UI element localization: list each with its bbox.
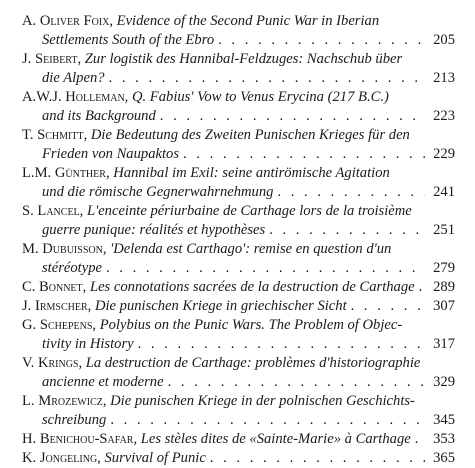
entry-line	[22, 316, 425, 335]
toc-entry	[22, 278, 455, 297]
entry-page-number: 213	[433, 70, 455, 86]
entry-title: Hannibal im Exil: seine antirömische Agitation	[113, 165, 390, 181]
entry-page-number: 205	[433, 32, 455, 48]
entry-author: A. Oliver Foix	[22, 13, 110, 29]
entry-title: Die punischen Kriege in der polnischen Geschichts-	[110, 393, 415, 409]
entry-line-text: J. Irmscher, Die punischen Kriege in griechischer Sicht	[22, 298, 347, 314]
entry-page-number: 353	[433, 431, 455, 447]
entry-line-text: K. Jongeling, Survival of Punic	[22, 450, 206, 466]
entry-title: Die punischen Kriege in griechischer Sicht	[94, 298, 347, 314]
entry-title: Evidence of the Second Punic War in Iberian	[116, 13, 380, 29]
toc-entry	[22, 297, 455, 316]
entry-author: J. Seibert	[22, 51, 78, 67]
entry-line	[22, 278, 425, 297]
entry-page-number: 223	[433, 108, 455, 124]
toc-entry	[22, 316, 455, 354]
dot-leader	[164, 373, 425, 392]
entry-page-number: 289	[433, 279, 455, 295]
entry-text	[22, 392, 425, 430]
entry-line	[22, 335, 425, 354]
toc-entry	[22, 430, 455, 449]
entry-line-text	[42, 145, 179, 164]
entry-title: and its Background	[42, 108, 156, 124]
entry-line-text: S. Lancel, L'enceinte périurbaine de Carthage lors de la troisième	[22, 203, 412, 219]
entry-title: tivity in History	[42, 336, 134, 352]
entry-line-text	[42, 373, 164, 392]
entry-line	[22, 259, 425, 278]
entry-line	[22, 145, 425, 164]
toc-entry	[22, 240, 455, 278]
entry-line	[22, 411, 425, 430]
entry-author: T. Schmitt	[22, 127, 84, 143]
dot-leader	[102, 259, 425, 278]
dot-leader	[214, 31, 425, 50]
entry-author: J. Irmscher	[22, 298, 88, 314]
entry-line-text	[42, 411, 106, 430]
entry-title: Les stèles dites de «Sainte-Marie» à Carthage	[140, 431, 411, 447]
dot-leader	[415, 278, 425, 297]
entry-title: stéréotype	[42, 260, 102, 276]
dot-leader	[206, 449, 425, 468]
entry-title: L'enceinte périurbaine de Carthage lors de la troisième	[86, 203, 412, 219]
toc-entry	[22, 392, 455, 430]
entry-line	[22, 50, 425, 69]
entry-line	[22, 202, 425, 221]
entry-line-text: L. Mrozewicz, Die punischen Kriege in der polnischen Geschichts-	[22, 393, 415, 409]
entry-text	[22, 202, 425, 240]
entry-author: S. Lancel	[22, 203, 80, 219]
entry-text	[22, 50, 425, 88]
entry-line	[22, 430, 425, 449]
entry-title: schreibung	[42, 412, 107, 428]
entry-author: C. Bonnet	[22, 279, 83, 295]
dot-leader	[134, 335, 425, 354]
entry-title: La destruction de Carthage: problèmes d'historiographie	[85, 355, 421, 371]
entry-title: Les connotations sacrées de la destruction de Carthage	[89, 279, 415, 295]
entry-title: Q. Fabius' Vow to Venus Erycina (217 B.C.)	[131, 89, 389, 105]
entry-title: Die Bedeutung des Zweiten Punischen Krieges für den	[90, 127, 410, 143]
entry-title: Settlements South of the Ebro	[42, 32, 215, 48]
entry-author: L. Mrozewicz	[22, 393, 103, 409]
dot-leader	[265, 221, 425, 240]
entry-line-text: L.M. Günther, Hannibal im Exil: seine antirömische Agitation	[22, 165, 390, 181]
entry-page-number: 317	[433, 336, 455, 352]
entry-title: Polybius on the Punic Wars. The Problem of Objec-	[99, 317, 403, 333]
entry-text	[22, 316, 425, 354]
dot-leader	[156, 107, 425, 126]
entry-line	[22, 183, 425, 202]
dot-leader	[106, 411, 425, 430]
entry-page-number: 345	[433, 412, 455, 428]
entry-line-text: A. Oliver Foix, Evidence of the Second Punic War in Iberian	[22, 13, 380, 29]
toc-entry	[22, 354, 455, 392]
entry-line-text: C. Bonnet, Les connotations sacrées de la destruction de Carthage	[22, 279, 415, 295]
entry-page-number: 279	[433, 260, 455, 276]
entry-line	[22, 354, 425, 373]
entry-line-text: V. Krings, La destruction de Carthage: problèmes d'historiographie	[22, 355, 421, 371]
entry-line	[22, 449, 425, 468]
entry-text	[22, 278, 425, 297]
dot-leader	[347, 297, 425, 316]
entry-page-number: 229	[433, 146, 455, 162]
entry-line	[22, 126, 425, 145]
entry-line-text	[42, 183, 273, 202]
entry-line-text: M. Dubuisson, 'Delenda est Carthago': remise en question d'un	[22, 241, 392, 257]
entry-author: M. Dubuisson	[22, 241, 103, 257]
entry-author: K. Jongeling	[22, 450, 98, 466]
entry-author: L.M. Günther	[22, 165, 106, 181]
entry-line-text	[42, 335, 134, 354]
entry-page-number: 307	[433, 298, 455, 314]
entry-line	[22, 12, 425, 31]
entry-text	[22, 430, 425, 449]
toc-entry	[22, 50, 455, 88]
entry-author: H. Benichou-Safar	[22, 431, 134, 447]
entry-title: Survival of Punic	[104, 450, 206, 466]
entry-line-text	[42, 69, 105, 88]
entry-page-number: 365	[433, 450, 455, 466]
toc-entry	[22, 88, 455, 126]
entry-title: 'Delenda est Carthago': remise en question d'un	[110, 241, 392, 257]
entry-line-text: G. Schepens, Polybius on the Punic Wars. The Problem of Objec-	[22, 317, 403, 333]
entry-line	[22, 297, 425, 316]
entry-line	[22, 88, 425, 107]
entry-title: und die römische Gegnerwahrnehmung	[42, 184, 274, 200]
toc-entry	[22, 202, 455, 240]
dot-leader	[273, 183, 425, 202]
entry-title: guerre punique: réalités et hypothèses	[42, 222, 266, 238]
toc-entry	[22, 12, 455, 50]
toc-entry	[22, 449, 455, 468]
entry-page-number: 251	[433, 222, 455, 238]
entry-text	[22, 164, 425, 202]
entry-text	[22, 449, 425, 468]
entry-line-text	[42, 31, 214, 50]
entry-line-text	[42, 107, 156, 126]
entry-title: Zur logistik des Hannibal-Feldzuges: Nachschub über	[84, 51, 403, 67]
entry-line	[22, 240, 425, 259]
entry-line-text: T. Schmitt, Die Bedeutung des Zweiten Punischen Krieges für den	[22, 127, 410, 143]
entry-author: A.W.J. Holleman	[22, 89, 125, 105]
entry-line	[22, 373, 425, 392]
entry-text	[22, 297, 425, 316]
entry-title: ancienne et moderne	[42, 374, 164, 390]
dot-leader	[179, 145, 425, 164]
entry-line	[22, 221, 425, 240]
entry-line	[22, 164, 425, 183]
toc-entry	[22, 164, 455, 202]
entry-page-number: 241	[433, 184, 455, 200]
entry-line-text	[42, 221, 265, 240]
entry-text	[22, 354, 425, 392]
entry-author: V. Krings	[22, 355, 79, 371]
entry-line	[22, 31, 425, 50]
entry-line	[22, 69, 425, 88]
entry-text	[22, 240, 425, 278]
table-of-contents	[22, 12, 455, 468]
dot-leader	[411, 430, 425, 449]
entry-line	[22, 107, 425, 126]
entry-line-text	[42, 259, 102, 278]
entry-title: Frieden von Naupaktos	[42, 146, 179, 162]
entry-page-number: 329	[433, 374, 455, 390]
entry-text	[22, 88, 425, 126]
entry-line-text: J. Seibert, Zur logistik des Hannibal-Feldzuges: Nachschub über	[22, 51, 403, 67]
entry-author: G. Schepens	[22, 317, 93, 333]
entry-line-text: H. Benichou-Safar, Les stèles dites de «Sainte-Marie» à Carthage	[22, 431, 411, 447]
entry-text	[22, 126, 425, 164]
entry-title: die Alpen?	[42, 70, 105, 86]
dot-leader	[105, 69, 425, 88]
entry-line-text: A.W.J. Holleman, Q. Fabius' Vow to Venus Erycina (217 B.C.)	[22, 89, 389, 105]
entry-line	[22, 392, 425, 411]
entry-text	[22, 12, 425, 50]
toc-entry	[22, 126, 455, 164]
